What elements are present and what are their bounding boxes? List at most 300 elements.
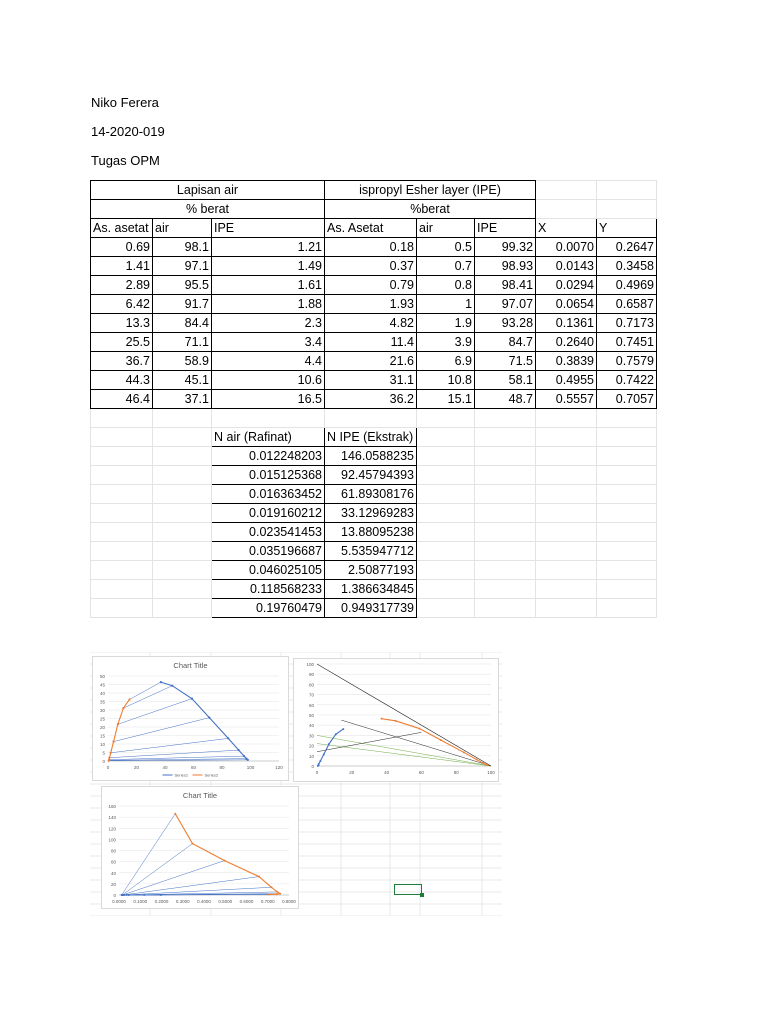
- n-extract-cell[interactable]: 146.0588235: [325, 447, 417, 466]
- empty-cell[interactable]: [417, 504, 475, 523]
- empty-cell[interactable]: [417, 599, 475, 618]
- table-cell[interactable]: 0.7: [417, 257, 475, 276]
- chart-tie-lines[interactable]: [293, 658, 499, 782]
- extract-point: [258, 876, 260, 878]
- raffinate-point: [328, 743, 330, 745]
- table-cell[interactable]: 98.93: [475, 257, 536, 276]
- y-tick-label: 20: [308, 743, 314, 749]
- student-id: 14-2020-019: [91, 124, 165, 139]
- n-raffinate-cell[interactable]: 0.023541453: [212, 523, 325, 542]
- empty-cell[interactable]: [536, 561, 597, 580]
- table-cell[interactable]: 93.28: [475, 314, 536, 333]
- table-cell[interactable]: 0.4969: [597, 276, 657, 295]
- n-raffinate-cell[interactable]: 0.012248203: [212, 447, 325, 466]
- extract-point: [276, 893, 278, 895]
- table-cell[interactable]: 2.89: [91, 276, 153, 295]
- empty-cell[interactable]: [597, 542, 657, 561]
- empty-cell[interactable]: [153, 561, 212, 580]
- table-cell[interactable]: 3.4: [212, 333, 325, 352]
- n-raffinate-cell[interactable]: 0.016363452: [212, 485, 325, 504]
- chart-n-values[interactable]: [101, 786, 299, 909]
- empty-cell[interactable]: [417, 409, 475, 428]
- series2-point: [108, 759, 110, 761]
- empty-cell[interactable]: [597, 466, 657, 485]
- empty-cell[interactable]: [597, 561, 657, 580]
- table-cell[interactable]: 13.3: [91, 314, 153, 333]
- empty-cell[interactable]: [91, 561, 153, 580]
- y-tick-label: 140: [108, 815, 116, 821]
- x-tick-label: 120: [275, 765, 283, 770]
- y-tick-label: 80: [110, 848, 116, 854]
- raffinate-point: [323, 753, 325, 755]
- empty-cell[interactable]: [417, 466, 475, 485]
- table-cell[interactable]: 0.8: [417, 276, 475, 295]
- table-cell[interactable]: 1.21: [212, 238, 325, 257]
- x-tick-label: 100: [487, 770, 495, 775]
- table-cell[interactable]: 36.7: [91, 352, 153, 371]
- group-header-water[interactable]: Lapisan air: [91, 181, 325, 200]
- empty-cell[interactable]: [91, 447, 153, 466]
- table-cell[interactable]: 31.1: [325, 371, 417, 390]
- empty-cell[interactable]: [536, 447, 597, 466]
- empty-cell[interactable]: [153, 542, 212, 561]
- empty-cell[interactable]: [153, 409, 212, 428]
- table-cell[interactable]: 0.7173: [597, 314, 657, 333]
- x-tick-label: 0.4000: [197, 899, 211, 904]
- y-tick-label: 5: [102, 750, 105, 756]
- extract-point: [224, 860, 226, 862]
- y-tick-label: 40: [99, 691, 105, 696]
- series1-point: [238, 749, 240, 751]
- x-tick-label: 60: [190, 765, 197, 770]
- table-cell[interactable]: 1.41: [91, 257, 153, 276]
- table-cell[interactable]: 0.5557: [536, 390, 597, 409]
- n-table-rows: [91, 447, 657, 618]
- empty-cell[interactable]: [153, 485, 212, 504]
- empty-cell[interactable]: [153, 599, 212, 618]
- y-tick-label: 0: [102, 759, 105, 764]
- table-cell[interactable]: 3.9: [417, 333, 475, 352]
- y-tick-label: 10: [308, 753, 314, 759]
- table-row: [91, 352, 657, 371]
- empty-cell[interactable]: [475, 447, 536, 466]
- data-rows: [91, 238, 657, 409]
- raffinate-point: [318, 763, 320, 765]
- series1-point: [227, 737, 229, 739]
- x-tick-label: 60: [418, 770, 424, 775]
- extract-point: [440, 739, 442, 741]
- table-cell[interactable]: 44.3: [91, 371, 153, 390]
- empty-cell[interactable]: [417, 523, 475, 542]
- table-cell[interactable]: 1.9: [417, 314, 475, 333]
- group-header-ipe[interactable]: ispropyl Esher layer (IPE): [325, 181, 536, 200]
- column-header[interactable]: IPE: [212, 219, 325, 238]
- x-tick-label: 100: [246, 765, 255, 770]
- empty-cell[interactable]: [597, 599, 657, 618]
- empty-cell[interactable]: [536, 504, 597, 523]
- author-name: Niko Ferera: [91, 95, 159, 110]
- column-header[interactable]: X: [536, 219, 597, 238]
- y-tick-label: 60: [308, 702, 314, 708]
- empty-cell[interactable]: [91, 542, 153, 561]
- table-row: [91, 561, 657, 580]
- empty-cell[interactable]: [475, 561, 536, 580]
- n-raffinate-cell[interactable]: 0.046025105: [212, 561, 325, 580]
- extract-point: [191, 843, 193, 845]
- table-cell[interactable]: 1.93: [325, 295, 417, 314]
- table-cell[interactable]: 0.3458: [597, 257, 657, 276]
- empty-cell[interactable]: [91, 523, 153, 542]
- x-tick-label: 80: [219, 765, 225, 770]
- table-row: [91, 542, 657, 561]
- y-tick-label: 90: [308, 672, 314, 678]
- empty-cell[interactable]: [417, 428, 475, 447]
- extract-point: [418, 728, 420, 730]
- table-row: [91, 333, 657, 352]
- y-tick-label: 15: [99, 733, 105, 739]
- table-cell[interactable]: 25.5: [91, 333, 153, 352]
- empty-cell[interactable]: [475, 485, 536, 504]
- empty-cell[interactable]: [91, 466, 153, 485]
- empty-cell[interactable]: [417, 542, 475, 561]
- unit-header-water[interactable]: % berat: [91, 200, 325, 219]
- empty-cell[interactable]: [153, 428, 212, 447]
- x-tick-label: 0.3000: [175, 899, 190, 904]
- empty-cell[interactable]: [417, 561, 475, 580]
- composition-table: [90, 180, 657, 618]
- empty-cell[interactable]: [597, 428, 657, 447]
- x-tick-label: 20: [349, 770, 355, 775]
- column-header-row: [91, 219, 657, 238]
- table-cell[interactable]: 10.6: [212, 371, 325, 390]
- n-raffinate-cell[interactable]: 0.035196687: [212, 542, 325, 561]
- n-extract-cell[interactable]: 33.12969283: [325, 504, 417, 523]
- series1-point: [160, 681, 162, 683]
- y-tick-label: 160: [108, 804, 116, 809]
- table-cell[interactable]: 0.7057: [597, 390, 657, 409]
- table-row: [91, 523, 657, 542]
- empty-cell[interactable]: [417, 485, 475, 504]
- empty-cell[interactable]: [597, 523, 657, 542]
- empty-cell[interactable]: [153, 504, 212, 523]
- empty-cell[interactable]: [536, 580, 597, 599]
- empty-cell[interactable]: [153, 447, 212, 466]
- table-cell[interactable]: 84.4: [153, 314, 212, 333]
- series1-point: [171, 685, 173, 687]
- empty-cell[interactable]: [475, 580, 536, 599]
- table-cell[interactable]: 58.9: [153, 352, 212, 371]
- empty-cell[interactable]: [325, 409, 417, 428]
- table-row: [91, 276, 657, 295]
- empty-cell[interactable]: [475, 466, 536, 485]
- table-cell[interactable]: 6.9: [417, 352, 475, 371]
- n-extract-cell[interactable]: 61.89308176: [325, 485, 417, 504]
- series1-point: [243, 755, 245, 757]
- table-cell[interactable]: 6.42: [91, 295, 153, 314]
- empty-cell[interactable]: [536, 523, 597, 542]
- extract-point: [276, 891, 278, 893]
- empty-cell[interactable]: [536, 485, 597, 504]
- series1-point: [191, 698, 193, 700]
- chart-title: Chart Title: [182, 791, 218, 800]
- empty-cell[interactable]: [536, 200, 597, 219]
- table-row: [91, 390, 657, 409]
- series2-point: [128, 698, 130, 700]
- table-cell[interactable]: 0.7422: [597, 371, 657, 390]
- empty-cell[interactable]: [536, 542, 597, 561]
- raffinate-point: [319, 760, 321, 762]
- raffinate-point: [160, 894, 162, 896]
- table-cell[interactable]: 48.7: [475, 390, 536, 409]
- table-cell[interactable]: 0.69: [91, 238, 153, 257]
- table-cell[interactable]: 0.5: [417, 238, 475, 257]
- empty-cell[interactable]: [91, 504, 153, 523]
- table-cell[interactable]: 10.8: [417, 371, 475, 390]
- x-tick-label: 0.2000: [154, 899, 169, 904]
- y-tick-label: 30: [308, 733, 314, 739]
- chart-svg: [101, 786, 299, 909]
- empty-cell[interactable]: [153, 466, 212, 485]
- table-cell[interactable]: 45.1: [153, 371, 212, 390]
- assignment-title: Tugas OPM: [91, 153, 160, 168]
- empty-cell[interactable]: [475, 542, 536, 561]
- n-extract-cell[interactable]: 2.50877193: [325, 561, 417, 580]
- empty-cell[interactable]: [597, 580, 657, 599]
- chart-svg: [92, 656, 289, 781]
- empty-cell[interactable]: [597, 181, 657, 200]
- chart-title: Chart Title: [173, 661, 208, 670]
- empty-cell[interactable]: [91, 580, 153, 599]
- x-tick-label: 0.0000: [112, 899, 126, 904]
- table-cell[interactable]: 0.7451: [597, 333, 657, 352]
- chart-svg: [293, 658, 499, 782]
- column-header[interactable]: As. Asetat: [325, 219, 417, 238]
- extract-point: [487, 764, 489, 766]
- n-extract-header[interactable]: N IPE (Ekstrak): [325, 428, 417, 447]
- extract-point: [394, 720, 396, 722]
- extract-point: [476, 758, 478, 760]
- empty-cell[interactable]: [597, 409, 657, 428]
- column-header[interactable]: air: [153, 219, 212, 238]
- n-extract-cell[interactable]: 13.88095238: [325, 523, 417, 542]
- extract-point: [482, 762, 484, 764]
- empty-cell[interactable]: [153, 523, 212, 542]
- y-tick-label: 70: [308, 692, 314, 698]
- table-cell[interactable]: 84.7: [475, 333, 536, 352]
- table-row: [91, 371, 657, 390]
- x-tick-label: 0: [106, 765, 110, 770]
- empty-cell[interactable]: [417, 580, 475, 599]
- table-cell[interactable]: 37.1: [153, 390, 212, 409]
- chart-ternary-phase[interactable]: [92, 656, 289, 781]
- table-cell[interactable]: 0.79: [325, 276, 417, 295]
- empty-cell[interactable]: [597, 200, 657, 219]
- table-cell[interactable]: 71.1: [153, 333, 212, 352]
- unit-header-ipe[interactable]: %berat: [325, 200, 536, 219]
- raffinate-point: [123, 894, 125, 896]
- extract-point: [270, 886, 272, 888]
- table-cell[interactable]: 2.3: [212, 314, 325, 333]
- table-cell[interactable]: 98.41: [475, 276, 536, 295]
- empty-cell[interactable]: [536, 181, 597, 200]
- n-extract-cell[interactable]: 0.949317739: [325, 599, 417, 618]
- empty-cell[interactable]: [475, 523, 536, 542]
- empty-cell[interactable]: [153, 580, 212, 599]
- x-tick-label: 0.8000: [282, 899, 296, 904]
- y-tick-label: 60: [110, 859, 116, 865]
- empty-cell[interactable]: [536, 409, 597, 428]
- table-cell[interactable]: 0.6587: [597, 295, 657, 314]
- y-tick-label: 40: [308, 723, 314, 729]
- column-header[interactable]: Y: [597, 219, 657, 238]
- n-raffinate-cell[interactable]: 0.015125368: [212, 466, 325, 485]
- empty-cell[interactable]: [212, 409, 325, 428]
- table-cell[interactable]: 0.1361: [536, 314, 597, 333]
- table-cell[interactable]: 4.4: [212, 352, 325, 371]
- table-cell[interactable]: 0.3839: [536, 352, 597, 371]
- table-row: [91, 504, 657, 523]
- table-cell[interactable]: 97.1: [153, 257, 212, 276]
- x-tick-label: 20: [133, 765, 140, 770]
- table-cell[interactable]: 0.4955: [536, 371, 597, 390]
- empty-cell[interactable]: [91, 485, 153, 504]
- y-tick-label: 0: [311, 764, 314, 769]
- y-tick-label: 100: [306, 662, 314, 667]
- y-tick-label: 25: [99, 716, 105, 722]
- table-cell[interactable]: 0.7579: [597, 352, 657, 371]
- series1-point: [208, 717, 210, 719]
- column-header[interactable]: As. asetat: [91, 219, 153, 238]
- empty-cell[interactable]: [597, 504, 657, 523]
- empty-cell[interactable]: [536, 466, 597, 485]
- table-row: [91, 485, 657, 504]
- table-cell[interactable]: 15.1: [417, 390, 475, 409]
- table-cell[interactable]: 0.2640: [536, 333, 597, 352]
- table-row: [91, 447, 657, 466]
- table-cell[interactable]: 0.0294: [536, 276, 597, 295]
- table-cell[interactable]: 58.1: [475, 371, 536, 390]
- raffinate-point: [335, 733, 337, 735]
- y-tick-label: 10: [99, 742, 105, 747]
- extract-point: [174, 813, 176, 815]
- table-cell[interactable]: 1.88: [212, 295, 325, 314]
- empty-cell[interactable]: [536, 428, 597, 447]
- series2-point: [122, 707, 124, 709]
- table-row: [91, 257, 657, 276]
- empty-cell[interactable]: [475, 409, 536, 428]
- table-row: [91, 599, 657, 618]
- x-tick-label: 40: [162, 765, 168, 770]
- legend-label-series2: Series2: [204, 772, 219, 778]
- selected-cell[interactable]: [394, 884, 422, 895]
- table-cell[interactable]: 0.18: [325, 238, 417, 257]
- empty-cell[interactable]: [597, 447, 657, 466]
- table-cell[interactable]: 0.37: [325, 257, 417, 276]
- series2-point: [108, 757, 110, 759]
- extract-point: [463, 751, 465, 753]
- x-tick-label: 0.1000: [133, 899, 148, 904]
- y-tick-label: 100: [108, 837, 116, 843]
- empty-cell[interactable]: [536, 599, 597, 618]
- x-tick-label: 0: [315, 770, 319, 775]
- table-cell[interactable]: 99.32: [475, 238, 536, 257]
- table-cell[interactable]: 21.6: [325, 352, 417, 371]
- y-tick-label: 30: [99, 708, 105, 713]
- table-cell[interactable]: 4.82: [325, 314, 417, 333]
- table-cell[interactable]: 16.5: [212, 390, 325, 409]
- extract-point: [485, 764, 487, 766]
- n-extract-cell[interactable]: 5.535947712: [325, 542, 417, 561]
- series1-point: [245, 758, 247, 760]
- y-tick-label: 120: [108, 826, 116, 832]
- column-header[interactable]: air: [417, 219, 475, 238]
- raffinate-point: [342, 728, 344, 730]
- empty-cell[interactable]: [475, 504, 536, 523]
- empty-cell[interactable]: [417, 447, 475, 466]
- fill-handle[interactable]: [420, 893, 424, 897]
- y-tick-label: 40: [110, 870, 116, 876]
- x-tick-label: 0.7000: [260, 899, 275, 904]
- table-cell[interactable]: 46.4: [91, 390, 153, 409]
- table-cell[interactable]: 71.5: [475, 352, 536, 371]
- table-cell[interactable]: 1.61: [212, 276, 325, 295]
- table-row: [91, 466, 657, 485]
- table-cell[interactable]: 97.07: [475, 295, 536, 314]
- table-cell[interactable]: 0.2647: [597, 238, 657, 257]
- table-cell[interactable]: 1.49: [212, 257, 325, 276]
- table-row: [91, 314, 657, 333]
- n-raffinate-cell[interactable]: 0.118568233: [212, 580, 325, 599]
- table-cell[interactable]: 1: [417, 295, 475, 314]
- table-cell[interactable]: 98.1: [153, 238, 212, 257]
- y-tick-label: 0: [113, 893, 116, 898]
- y-tick-label: 20: [110, 881, 116, 887]
- extract-point: [268, 893, 270, 895]
- series2-point: [112, 741, 114, 743]
- n-raffinate-header[interactable]: N air (Rafinat): [212, 428, 325, 447]
- n-extract-cell[interactable]: 1.386634845: [325, 580, 417, 599]
- n-raffinate-cell[interactable]: 0.019160212: [212, 504, 325, 523]
- extract-point: [381, 718, 383, 720]
- table-cell[interactable]: 95.5: [153, 276, 212, 295]
- table-cell[interactable]: 0.0070: [536, 238, 597, 257]
- y-tick-label: 50: [99, 674, 105, 679]
- table-row: [91, 238, 657, 257]
- table-cell[interactable]: 36.2: [325, 390, 417, 409]
- raffinate-point: [125, 894, 127, 896]
- empty-cell[interactable]: [475, 428, 536, 447]
- n-raffinate-cell[interactable]: 0.19760479: [212, 599, 325, 618]
- y-tick-label: 35: [99, 699, 105, 705]
- table-cell[interactable]: 91.7: [153, 295, 212, 314]
- empty-cell[interactable]: [475, 599, 536, 618]
- y-tick-label: 50: [308, 713, 314, 718]
- empty-cell[interactable]: [597, 485, 657, 504]
- empty-cell[interactable]: [91, 428, 153, 447]
- x-tick-label: 0.6000: [239, 899, 254, 904]
- y-tick-label: 80: [308, 682, 314, 688]
- empty-cell[interactable]: [91, 409, 153, 428]
- column-header[interactable]: IPE: [475, 219, 536, 238]
- n-extract-cell[interactable]: 92.45794393: [325, 466, 417, 485]
- table-cell[interactable]: 11.4: [325, 333, 417, 352]
- empty-cell[interactable]: [91, 599, 153, 618]
- table-cell[interactable]: 0.0654: [536, 295, 597, 314]
- series2-point: [110, 752, 112, 754]
- table-cell[interactable]: 0.0143: [536, 257, 597, 276]
- y-tick-label: 45: [99, 682, 105, 688]
- table-row: [91, 580, 657, 599]
